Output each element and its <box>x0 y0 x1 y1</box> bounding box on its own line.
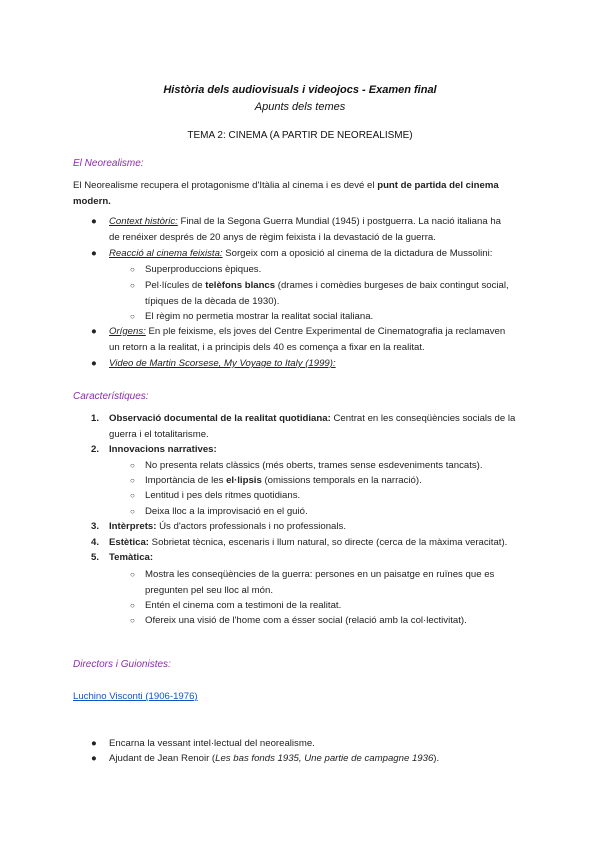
circle-bullet-icon: ○ <box>130 616 135 625</box>
sub-list-item-text: Mostra les conseqüències de la guerra: persones en un paisatge en ruïnes que es <box>145 569 495 580</box>
sub-list-item <box>145 567 535 598</box>
ellipsis-bold: el·lipsis <box>226 475 262 486</box>
circle-bullet-icon: ○ <box>130 491 135 500</box>
sub-list-item: Superproduccions èpiques. <box>145 264 262 275</box>
list-item <box>109 214 534 245</box>
list-number: 1. <box>91 413 100 424</box>
numbered-item-title: Innovacions narratives: <box>109 444 217 455</box>
list-item-text: Final de la Segona Guerra Mundial (1945) i postguerra. La nació italiana ha <box>177 216 501 227</box>
numbered-item-text: Centrat en les conseqüències socials de la <box>330 413 516 424</box>
topic-heading: TEMA 2: CINEMA (A PARTIR DE NEOREALISME) <box>187 130 413 141</box>
intro-bold-2: modern. <box>73 195 111 207</box>
circle-bullet-icon: ○ <box>130 601 135 610</box>
sub-list-item: Ofereix una visió de l'home com a ésser social (relació amb la col·lectivitat). <box>145 615 467 626</box>
list-item <box>109 356 534 372</box>
bullet-dot: ● <box>91 358 97 369</box>
section-heading-directors: Directors i Guionistes: <box>73 659 171 670</box>
sub-list-item: Deixa lloc a la improvisació en el guió. <box>145 506 308 517</box>
bullet-dot: ● <box>91 738 97 749</box>
numbered-item-text: Sobrietat tècnica, escenaris i llum natural, so directe (cerca de la màxima veracitat). <box>149 537 508 548</box>
bullet-dot: ● <box>91 753 97 764</box>
context-historic-label: Context històric: <box>109 216 178 227</box>
sub-list-item <box>145 278 535 309</box>
list-item: Encarna la vessant intel·lectual del neorealisme. <box>109 738 315 749</box>
list-item <box>109 751 534 767</box>
list-item-text: En ple feixisme, els joves del Centre Experimental de Cinematografia ja reclamaven <box>145 326 506 337</box>
reaccio-label: Reacció al cinema feixista: <box>109 248 223 259</box>
numbered-item-text: guerra i el totalitarisme. <box>109 428 209 440</box>
list-number: 2. <box>91 444 100 455</box>
sub-list-item: Lentitud i pes dels ritmes quotidians. <box>145 490 301 501</box>
circle-bullet-icon: ○ <box>130 507 135 516</box>
circle-bullet-icon: ○ <box>130 312 135 321</box>
numbered-item <box>109 442 534 458</box>
bullet-dot: ● <box>91 326 97 337</box>
numbered-item-title: Observació documental de la realitat quotidiana: <box>109 413 331 424</box>
section-heading-neorealisme: El Neorealisme: <box>73 158 144 169</box>
document-subtitle: Apunts dels temes <box>254 101 346 113</box>
section-heading-caracteristiques: Característiques: <box>73 391 149 402</box>
list-item-text: un retorn a la realitat, i a principis dels 40 es comença a fixar en la realitat. <box>109 341 425 353</box>
list-number: 5. <box>91 552 100 563</box>
list-item-text: ). <box>433 753 440 764</box>
list-item <box>109 324 534 355</box>
numbered-item-text: Ús d'actors professionals i no professionals. <box>156 521 346 532</box>
circle-bullet-icon: ○ <box>130 570 135 579</box>
telefons-blancs-bold: telèfons blancs <box>205 280 276 291</box>
origens-label: Orígens: <box>109 326 146 337</box>
numbered-item-title: Temàtica: <box>109 552 154 563</box>
list-item <box>109 246 534 262</box>
list-item-text: de renéixer després de 20 anys de règim feixista i la devastació de la guerra. <box>109 231 436 243</box>
scorsese-video-link[interactable]: Video de Martin Scorsese, My Voyage to Italy (1999): <box>109 358 336 369</box>
sub-list-item <box>145 473 535 489</box>
circle-bullet-icon: ○ <box>130 476 135 485</box>
list-item-text: Sorgeix com a oposició al cinema de la dictadura de Mussolini: <box>222 248 493 259</box>
sub-list-item-text: Importància de les <box>145 475 227 486</box>
sub-list-item: Entén el cinema com a testimoni de la realitat. <box>145 600 342 611</box>
bullet-dot: ● <box>91 248 97 259</box>
sub-list-item-text: pregunten pel seu lloc al món. <box>145 584 273 596</box>
numbered-item-title: Intèrprets: <box>109 521 157 532</box>
sub-list-item: No presenta relats clàssics (més oberts, trames sense esdeveniments tancats). <box>145 460 483 471</box>
visconti-link[interactable]: Luchino Visconti (1906-1976) <box>73 691 198 702</box>
numbered-item-title: Estètica: <box>109 537 149 548</box>
bullet-dot: ● <box>91 216 97 227</box>
document-title: Història dels audiovisuals i videojocs - Examen final <box>163 84 437 96</box>
sub-list-item-text: Pel·lícules de <box>145 280 206 291</box>
intro-paragraph <box>73 178 533 209</box>
numbered-item <box>109 535 534 551</box>
sub-list-item-text: (drames i comèdies burgeses de baix contingut social, <box>275 280 509 291</box>
circle-bullet-icon: ○ <box>130 281 135 290</box>
numbered-item <box>109 411 534 442</box>
numbered-item <box>109 519 534 535</box>
renoir-films-italic: Les bas fonds 1935, Une partie de campagne 1936 <box>215 753 434 764</box>
list-number: 4. <box>91 537 100 548</box>
list-item-text: Ajudant de Jean Renoir ( <box>109 753 216 764</box>
circle-bullet-icon: ○ <box>130 265 135 274</box>
intro-bold: punt de partida del cinema <box>377 180 499 191</box>
numbered-item <box>109 550 534 566</box>
sub-list-item: El règim no permetia mostrar la realitat social italiana. <box>145 311 374 322</box>
list-number: 3. <box>91 521 100 532</box>
sub-list-item-text: (omissions temporals en la narració). <box>261 475 422 486</box>
sub-list-item-text: típiques de la dècada de 1930). <box>145 295 280 307</box>
circle-bullet-icon: ○ <box>130 461 135 470</box>
intro-text: El Neorealisme recupera el protagonisme d'Itàlia al cinema i es devé el <box>73 180 378 191</box>
